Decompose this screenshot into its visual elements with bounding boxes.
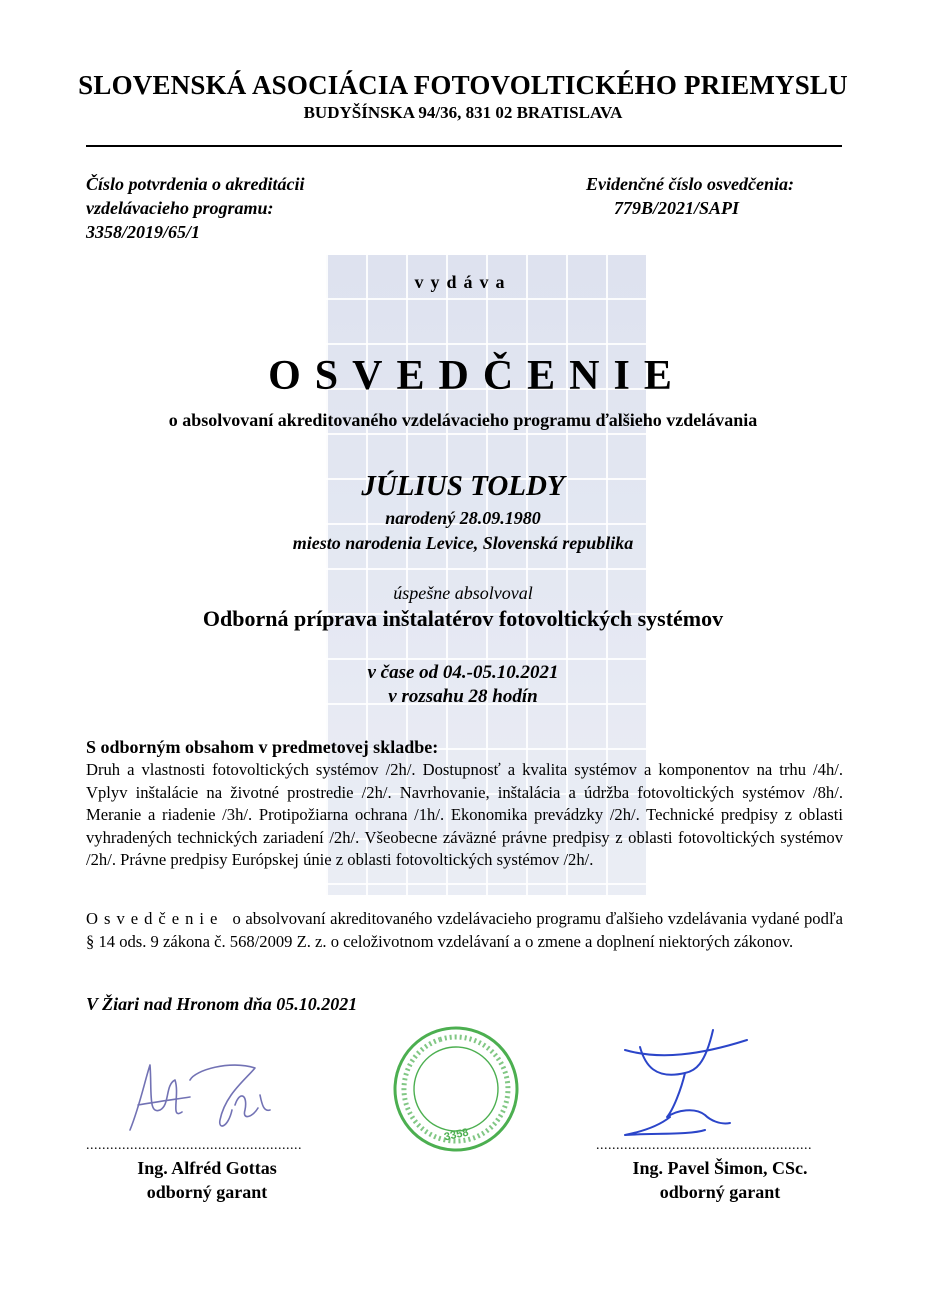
recipient-name: JÚLIUS TOLDY [361,470,565,502]
certificate-title: OSVEDČENIE [268,353,686,399]
registry-number: 779B/2021/SAPI [614,198,740,218]
registry-block [586,172,794,220]
issuance-statement [86,908,843,953]
left-signature-line: ...................................................... [86,1138,302,1153]
accreditation-block [86,172,305,244]
left-signatory-role: odborný garant [146,1182,268,1202]
issues-label: vydáva [414,272,512,292]
course-hours: v rozsahu 28 hodín [388,686,538,707]
issuance-text: o absolvovaní akreditovaného vzdelávacieho programu ďalšieho vzdelávania vydané podľa § 14 ods. 9 zákona č. 568/2009 Z. z. o celoživotnom vzdelávaní a o zmene a doplnení niektorých zákonov. [86,909,843,951]
place-and-date: V Žiari nad Hronom dňa 05.10.2021 [86,994,358,1014]
registry-label: Evidenčné číslo osvedčenia: [586,174,794,194]
content-heading: S odborným obsahom v predmetovej skladbe: [86,737,439,757]
left-signature-image [120,1050,280,1145]
right-signatory-role: odborný garant [659,1182,781,1202]
issuance-keyword: Osvedčenie [86,909,224,928]
header-divider [86,145,842,147]
certificate-subtitle: o absolvovaní akreditovaného vzdelávacieho programu ďalšieho vzdelávania [168,410,758,430]
right-signature-image [615,1025,765,1150]
accreditation-number: 3358/2019/65/1 [86,222,201,242]
organization-stamp-image [390,1023,522,1155]
accreditation-label-line1: Číslo potvrdenia o akreditácii [86,174,305,194]
organization-name: SLOVENSKÁ ASOCIÁCIA FOTOVOLTICKÉHO PRIEMYSLU [78,70,848,100]
right-signatory-name: Ing. Pavel Šimon, CSc. [632,1158,808,1178]
birth-place: miesto narodenia Levice, Slovenská republika [292,533,634,553]
birth-date: narodený 28.09.1980 [385,508,541,528]
left-signatory-name: Ing. Alfréd Gottas [137,1158,277,1178]
course-dates: v čase od 04.-05.10.2021 [367,662,559,683]
organization-address: BUDYŠÍNSKA 94/36, 831 02 BRATISLAVA [303,103,623,122]
program-name: Odborná príprava inštalatérov fotovoltických systémov [202,606,724,631]
content-body: Druh a vlastnosti fotovoltických systémov /2h/. Dostupnosť a kvalita systémov a komponentov na trhu /4h/. Vplyv inštalácie na životné prostredie /2h/. Navrhovanie, inštalácia a údržba fotovoltických systémov /8h/. Meranie a riadenie /3h/. Protipožiarna ochrana /1h/. Ekonomika prevádzky /2h/. Technické predpisy z oblasti vyhradených technických zariadení /2h/. Všeobecne záväzné právne predpisy z oblasti fotovoltických systémov /2h/. Právne predpisy Európskej únie z oblasti fotovoltických systémov /2h/. [86,760,843,869]
accreditation-label-line2: vzdelávacieho programu: [86,198,274,218]
right-signature-line: ...................................................... [596,1138,812,1153]
svg-text:3358: 3358 [443,1126,470,1144]
completion-label: úspešne absolvoval [393,583,533,603]
